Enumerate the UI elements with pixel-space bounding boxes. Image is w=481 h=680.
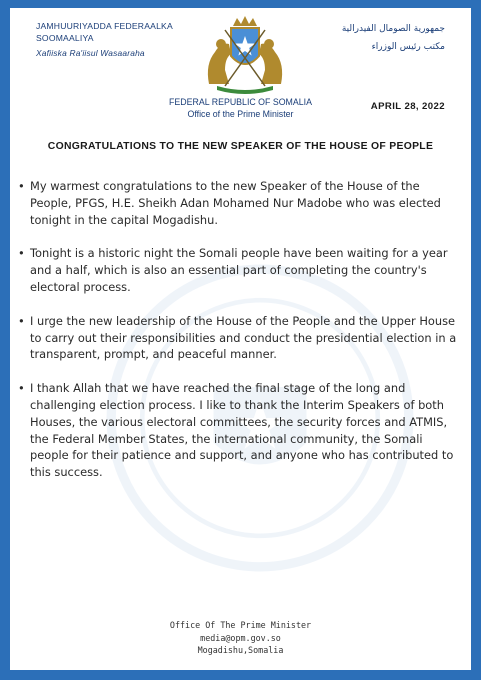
bullet-icon: •	[18, 179, 25, 193]
bullet-paragraph	[18, 245, 458, 295]
header-right-line2: مكتب رئيس الوزراء	[371, 42, 445, 52]
bullet-paragraph	[18, 380, 458, 481]
bullet-paragraph	[18, 313, 458, 363]
header-left-subtitle: Xafiiska Ra'iisul Wasaaraha	[36, 48, 145, 58]
header-left-somali	[36, 20, 173, 59]
statement-bullets	[18, 178, 458, 498]
press-release-page	[10, 8, 471, 670]
header-left-line2: SOOMAALIYA	[36, 33, 94, 43]
bullet-paragraph	[18, 178, 458, 228]
coat-of-arms-emblem-icon	[195, 14, 295, 96]
footer-office: Office Of The Prime Minister	[169, 620, 312, 630]
document-title: CONGRATULATIONS TO THE NEW SPEAKER OF THE HOUSE OF PEOPLE	[47, 141, 434, 152]
bullet-text: I urge the new leadership of the House of the People and the Upper House to carry out their responsibilities and conduct the presidential election in a transparent, prompt, and peaceful manner.	[30, 313, 457, 362]
header-left-line1: JAMHUURIYADDA FEDERAALKA	[36, 21, 173, 31]
footer-location: Mogadishu,Somalia	[197, 645, 284, 655]
bullet-text: Tonight is a historic night the Somali people have been waiting for a year and a half, which is also an essential part of completing the country's electoral process.	[30, 246, 448, 294]
header-center-line1: FEDERAL REPUBLIC OF SOMALIA	[169, 97, 312, 107]
footer-email: media@opm.gov.so	[200, 632, 281, 643]
release-date: APRIL 28, 2022	[370, 101, 445, 112]
bullet-text: I thank Allah that we have reached the final stage of the long and challenging election process. I like to thank the Interim Speakers of both Houses, the various electoral committees, the security forces and ATMIS, the Federal Member States, the international community, the Somali people for their patience and support, and anyone who has contributed to this success.	[30, 381, 454, 480]
bullet-icon: •	[18, 381, 25, 396]
bullet-icon: •	[18, 313, 25, 328]
header-center-line2: Office of the Prime Minister	[187, 109, 294, 119]
bullet-text: My warmest congratulations to the new Speaker of the House of the People, PFGS, H.E. Sheikh Adan Mohamed Nur Madobe who was elected tonight in the capital Mogadishu.	[30, 179, 441, 227]
header-right-arabic	[342, 20, 445, 56]
header-right-line1: جمهورية الصومال الفيدرالية	[341, 24, 445, 34]
bullet-icon: •	[18, 246, 25, 261]
footer-contact	[10, 619, 471, 657]
